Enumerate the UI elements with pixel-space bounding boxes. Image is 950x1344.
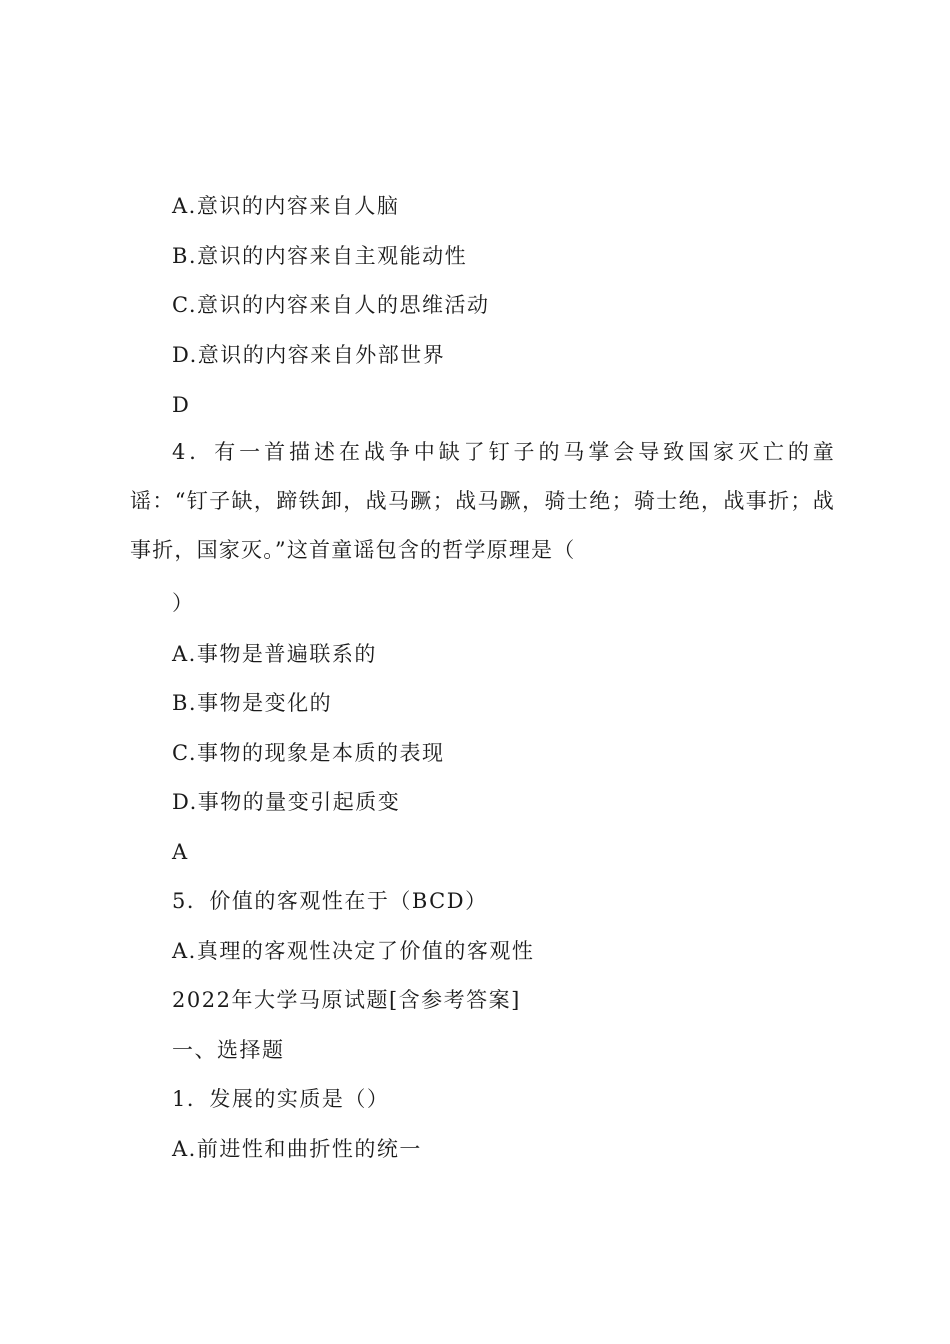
option-a-text: A.真理的客观性决定了价值的客观性 <box>172 939 535 963</box>
option-a-text: A.事物是普遍联系的 <box>172 642 377 666</box>
option-b-text: B.事物是变化的 <box>172 691 333 715</box>
question-1-text: 1．发展的实质是（） <box>172 1087 390 1111</box>
question-4-paren: ） <box>172 591 195 615</box>
section-heading: 一、选择题 <box>172 1038 285 1062</box>
question-5-text: 5．价值的客观性在于（BCD） <box>172 889 488 913</box>
option-d-text: D.事物的量变引起质变 <box>172 790 401 814</box>
option-a-text: A.前进性和曲折性的统一 <box>172 1137 422 1161</box>
option-d-text: D.意识的内容来自外部世界 <box>172 343 446 367</box>
answer-text: A <box>172 840 189 864</box>
answer-text: D <box>172 393 191 417</box>
document-title: 2022年大学马原试题[含参考答案] <box>172 988 521 1012</box>
option-c-text: C.意识的内容来自人的思维活动 <box>172 293 490 317</box>
question-4-text: 4．有一首描述在战争中缺了钉子的马掌会导致国家灭亡的童谣：“钉子缺，蹄铁卸，战马蹶；战马蹶，骑士绝；骑士绝，战事折；战事折，国家灭。”这首童谣包含的哲学原理是（ <box>130 440 835 562</box>
option-c-text: C.事物的现象是本质的表现 <box>172 741 445 765</box>
option-b-text: B.意识的内容来自主观能动性 <box>172 244 468 268</box>
option-a-text: A.意识的内容来自人脑 <box>172 194 400 218</box>
